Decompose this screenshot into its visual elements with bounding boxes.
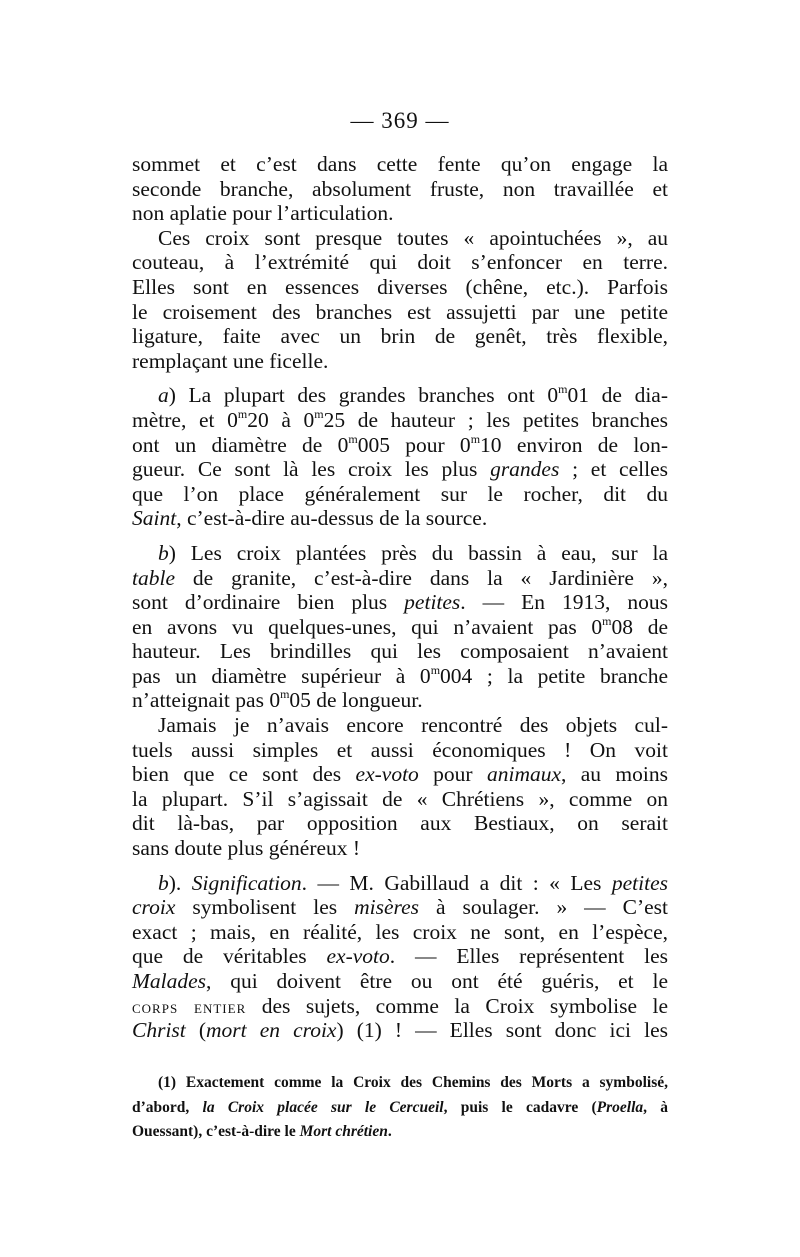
italic-text: table xyxy=(132,565,175,590)
text-fragment: ont un diamètre de 0 xyxy=(132,432,349,457)
text-fragment: . — M. Gabillaud a dit : « Les xyxy=(301,870,612,895)
text-fragment: ) La plupart des grandes branches ont 0 xyxy=(168,383,559,408)
text-line xyxy=(132,615,668,640)
text-fragment: , au moins xyxy=(561,762,668,787)
superscript: m xyxy=(348,431,358,446)
text-fragment: 10 environ de lon- xyxy=(480,432,668,457)
text-fragment: pour xyxy=(418,762,487,787)
text-fragment: ( xyxy=(185,1018,207,1043)
text-fragment: 005 pour 0 xyxy=(357,432,471,457)
italic-text: Saint xyxy=(132,506,177,531)
italic-text: Malades xyxy=(132,969,207,993)
italic-text: mort en croix xyxy=(206,1018,337,1043)
text-fragment: de granite, c’est-à-dire dans la « Jardinière », xyxy=(175,565,668,590)
text-fragment: 05 de longueur. xyxy=(289,688,423,713)
text-line: sans doute plus généreux ! xyxy=(132,836,361,861)
text-fragment: , à xyxy=(643,1098,669,1116)
italic-text: Signification xyxy=(191,870,302,895)
text-fragment: symbolisent les xyxy=(175,895,355,920)
text-fragment: ) (1) ! — Elles sont donc ici les xyxy=(336,1018,668,1043)
text-fragment: , c’est-à-dire au-dessus de la source. xyxy=(176,506,488,531)
text-line xyxy=(132,895,668,920)
italic-text: Proella xyxy=(596,1098,644,1116)
text-line xyxy=(132,457,668,482)
superscript: m xyxy=(237,406,248,421)
text-line xyxy=(132,590,668,615)
text-fragment: 01 de dia- xyxy=(567,383,669,408)
text-line: hauteur. Les brindilles qui les composaient n’avaient xyxy=(132,639,668,664)
text-line: non aplatie pour l’articulation. xyxy=(132,201,394,226)
italic-text: croix xyxy=(132,895,176,920)
italic-text: Christ xyxy=(132,1018,186,1043)
superscript: m xyxy=(280,687,290,702)
superscript: m xyxy=(314,406,324,421)
text-line: le croisement des branches est assujetti par une petite xyxy=(132,299,668,324)
italic-text: grandes xyxy=(490,457,560,482)
text-fragment: n’atteignait pas 0 xyxy=(132,688,281,713)
text-fragment: . xyxy=(387,1123,392,1141)
text-fragment: 25 de hauteur ; les petites branches xyxy=(323,407,668,432)
text-fragment: mètre, et 0 xyxy=(132,407,238,432)
italic-text: misères xyxy=(354,895,419,920)
italic-text: ex-voto xyxy=(355,762,419,787)
superscript: m xyxy=(602,613,612,628)
text-line: seconde branche, absolument fruste, non travaillée et xyxy=(132,176,668,201)
text-line xyxy=(132,969,668,994)
text-fragment: ; et celles xyxy=(559,457,668,482)
text-fragment: 08 de xyxy=(611,614,668,639)
footnote-line: (1) Exactement comme la Croix des Chemins des Morts a symbolisé, xyxy=(158,1074,668,1091)
text-line xyxy=(132,1018,668,1043)
text-line xyxy=(132,944,668,969)
superscript: m xyxy=(430,662,441,677)
italic-text: animaux xyxy=(486,762,562,787)
text-line xyxy=(132,688,668,713)
text-line xyxy=(132,762,668,787)
text-fragment: d’abord, xyxy=(132,1098,203,1116)
text-fragment: , puis le cadavre ( xyxy=(443,1098,597,1116)
text-fragment: 20 à 0 xyxy=(247,407,315,432)
text-fragment: . — Elles représentent les xyxy=(389,944,668,969)
text-line: dit là-bas, par opposition aux Bestiaux, on serait xyxy=(132,811,668,836)
body-text xyxy=(132,152,668,1043)
footnote xyxy=(132,1073,668,1147)
text-fragment: ). xyxy=(168,870,192,895)
text-fragment: ) Les croix plantées près du bassin à eau, sur la xyxy=(168,540,668,565)
text-line xyxy=(132,408,668,433)
text-fragment: des sujets, comme la Croix symbolise le xyxy=(246,993,668,1018)
text-fragment: pas un diamètre supérieur à 0 xyxy=(132,663,431,688)
text-fragment: , qui doivent être ou ont été guéris, et le xyxy=(206,969,668,993)
text-fragment: sont d’ordinaire bien plus xyxy=(132,590,405,615)
italic-text: ex-voto xyxy=(326,944,390,969)
text-fragment: que de véritables xyxy=(132,944,327,969)
text-fragment: en avons vu quelques-unes, qui n’avaient pas 0 xyxy=(132,614,603,639)
text-line: tuels aussi simples et aussi économiques ! On voit xyxy=(132,737,668,762)
text-line xyxy=(132,566,668,591)
text-line: remplaçant une ficelle. xyxy=(132,348,329,373)
text-line: la plupart. S’il s’agissait de « Chrétiens », comme on xyxy=(132,786,668,811)
text-fragment: à soulager. » — C’est xyxy=(418,895,668,920)
text-line: Elles sont en essences diverses (chêne, etc.). Parfois xyxy=(132,274,668,299)
text-line: que l’on place généralement sur le rocher, dit du xyxy=(132,481,668,506)
small-caps-text: corps entier xyxy=(132,996,247,1018)
text-fragment: gueur. Ce sont là les croix les plus xyxy=(132,457,491,482)
text-line: sommet et c’est dans cette fente qu’on engage la xyxy=(132,152,668,176)
text-fragment: . — En 1913, nous xyxy=(460,590,668,615)
italic-text: petites xyxy=(611,870,668,895)
text-line: couteau, à l’extrémité qui doit s’enfoncer en terre. xyxy=(132,250,668,275)
italic-text: petites xyxy=(404,590,461,615)
text-line xyxy=(132,871,668,896)
text-line xyxy=(132,506,668,531)
italic-text: a xyxy=(158,383,169,408)
text-fragment: 004 ; la petite branche xyxy=(440,663,668,688)
text-line: Ces croix sont presque toutes « apointuchées », au xyxy=(158,225,668,250)
text-line: ligature, faite avec un brin de genêt, très flexible, xyxy=(132,324,668,349)
footnote-line xyxy=(132,1122,668,1147)
italic-text: Mort chrétien xyxy=(299,1123,388,1141)
text-line xyxy=(132,664,668,689)
text-line: exact ; mais, en réalité, les croix ne sont, en l’espèce, xyxy=(132,919,668,944)
footnote-line xyxy=(132,1098,668,1123)
italic-text: b xyxy=(158,540,169,565)
italic-text: la Croix placée sur le Cercueil xyxy=(202,1098,444,1116)
text-line xyxy=(132,994,668,1019)
text-line xyxy=(132,433,668,458)
text-line xyxy=(132,541,668,566)
text-fragment: Ouessant), c’est-à-dire le xyxy=(132,1123,300,1141)
text-line: Jamais je n’avais encore rencontré des objets cul- xyxy=(158,713,668,738)
superscript: m xyxy=(558,382,568,397)
superscript: m xyxy=(470,431,481,446)
italic-text: b xyxy=(158,870,169,895)
text-fragment: bien que ce sont des xyxy=(132,762,356,787)
page-number: — 369 — xyxy=(350,108,450,133)
text-line xyxy=(132,383,668,408)
